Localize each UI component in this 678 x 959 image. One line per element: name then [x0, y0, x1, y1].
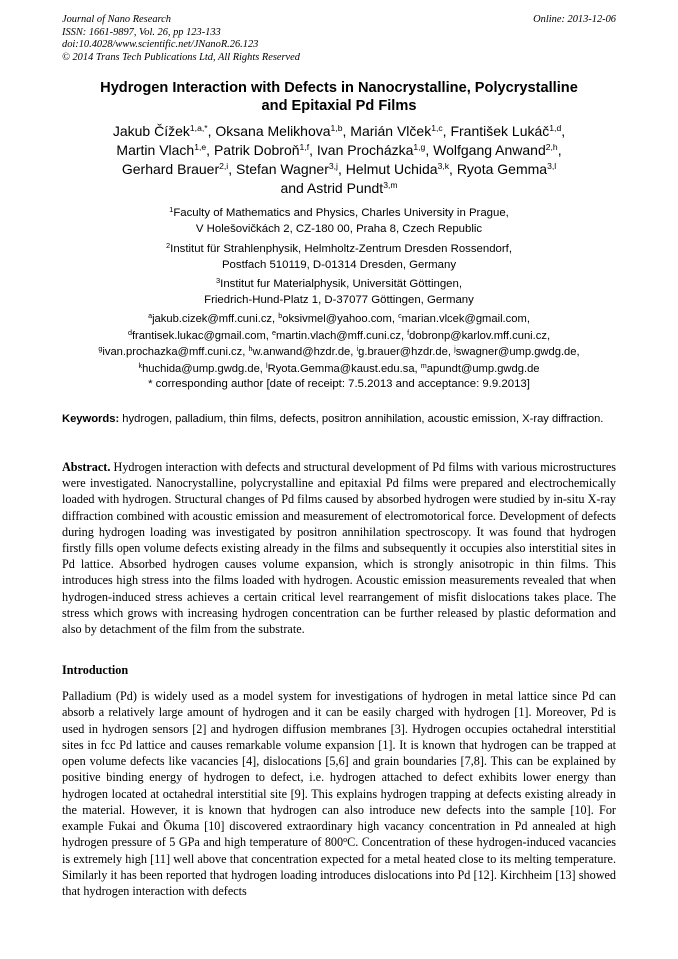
keywords-label: Keywords:	[62, 413, 120, 425]
author-name: Patrik Dobroň	[213, 142, 300, 158]
introduction-text-cont: C. Concentration of these hydrogen-induced vacancies is extremely high [11] well above that concentration expected for a metal heated close to its melting temperature. Similarly it has been reported that hydrogen loading introduces dislocations into Pd [12]. Kirchheim [13] showed that hydrogen interaction with defects	[62, 835, 616, 898]
journal-doi: doi:10.4028/www.scientific.net/JNanoR.26.123	[62, 39, 259, 51]
author-name: Oksana Melikhova	[215, 123, 331, 139]
email-sup: f	[407, 327, 410, 337]
author-sep: ,	[206, 142, 214, 158]
online-date: Online: 2013-12-06	[533, 14, 616, 25]
email-sup: a	[148, 311, 153, 320]
introduction-body	[62, 688, 616, 899]
email-sep: ,	[242, 346, 249, 358]
introduction-heading: Introduction	[62, 663, 129, 677]
journal-name: Journal of Nano Research	[62, 14, 171, 25]
title-line-2: and Epitaxial Pd Films	[261, 98, 417, 114]
author-sep: ,	[442, 123, 451, 139]
email-sup: h	[248, 344, 253, 353]
affiliation-line: Institut für Strahlenphysik, Helmholtz-Zentrum Dresden Rossendorf,	[170, 243, 513, 255]
author-name: Martin Vlach	[116, 142, 195, 158]
corresponding-author-note: * corresponding author [date of receipt: 7.5.2013 and acceptance: 9.9.2013]	[148, 378, 530, 390]
email-address[interactable]: apundt@ump.gwdg.de	[426, 362, 540, 375]
author-name: Ivan Procházka	[316, 142, 414, 158]
author-sup: 1,f	[299, 142, 310, 152]
email-address[interactable]: dobronp@karlov.mff.cuni.cz	[409, 329, 547, 342]
degree-sup: o	[343, 835, 348, 845]
author-sep: ,	[425, 142, 434, 158]
email-sup: l	[266, 360, 268, 370]
email-sep: ,	[414, 362, 421, 375]
email-address[interactable]: marian.vlcek@gmail.com	[401, 313, 527, 325]
author-sup: 1,c	[431, 123, 443, 133]
author-name: Jakub Čížek	[112, 123, 190, 139]
affiliation-line: Postfach 510119, D-01314 Dresden, Germany	[221, 259, 457, 271]
author-sup: 3,j	[328, 161, 338, 171]
author-sup: 1,a,*	[189, 123, 208, 133]
email-sep: ,	[400, 329, 408, 342]
affiliation-line: Faculty of Mathematics and Physics, Charles University in Prague,	[173, 207, 509, 219]
abstract-text: Hydrogen interaction with defects and structural development of Pd films with various microstructures were investigated. Nanocrystalline, polycrystalline and epitaxial Pd films were prepared and electrochemically loaded with hydrogen. Structural changes of Pd films caused by absorbed hydrogen were studied by in-situ X-ray diffraction combined with acoustic emission and measurement of electromotorical force. Development of defects during hydrogen loading was investigated by positron annihilation spectroscopy. It was found that hydrogen firstly fills open volume defects existing already in the films and subsequently it occupies also interstitial sites in Pd lattice. Absorbed hydrogen causes volume expansion, which is strongly anisotropic in thin films. This introduces high stress into the films loaded with hydrogen. Acoustic emission measurements revealed that when hydrogen-induced stress achieves a certain critical level rearrangement of misfit dislocations takes place. The stress which grows with increasing hydrogen concentration can be further released by plastic deformation and also by detachment of the film from the substrate.	[62, 460, 616, 637]
author-sup: 3,l	[547, 161, 557, 171]
journal-issn: ISSN: 1661-9897, Vol. 26, pp 123-133	[62, 26, 221, 38]
email-sep: ,	[350, 346, 357, 358]
abstract-label: Abstract.	[62, 460, 111, 474]
author-sup: 1,g	[413, 142, 426, 152]
email-sep: ,	[265, 329, 272, 342]
email-sup: j	[454, 344, 456, 353]
keywords-block	[62, 411, 616, 428]
introduction-text: Palladium (Pd) is widely used as a model system for investigations of hydrogen in metal lattice since Pd can absorb a relatively large amount of hydrogen and it can be easily charged with hydrogen [1]. Moreover, Pd is used in hydrogen sensors [2] and hydrogen diffusion membranes [3]. Hydrogen occupies octahedral interstitial sites in fcc Pd lattice and causes remarkable volume expansion [1]. It is known that hydrogen can be trapped at open volume defects like vacancies [4], dislocations [5,6] and grain boundaries [7,8]. This can be explained by positive binding energy of hydrogen to defect, i.e. hydrogen attached to defect exhibits lower energy than hydrogen located at octahedral interstitial site [9]. This explains hydrogen trapping at defects existing already in the material. However, it is known that hydrogen can also introduce new defects into the sample [10]. For example Fukai and Ōkuma [10] discovered extraordinary high vacancy concentration in Pd annealed at high hydrogen pressure of 5 GPa and high temperature of 800	[62, 689, 616, 850]
email-sup: b	[278, 311, 283, 320]
author-name: Helmut Uchida	[345, 161, 438, 177]
affiliation-line: Institut fur Materialphysik, Universität Göttingen,	[220, 278, 462, 290]
affiliation-line: Friedrich-Hund-Platz 1, D-37077 Göttingen, Germany	[204, 294, 474, 306]
email-address[interactable]: g.brauer@hzdr.de	[358, 346, 448, 358]
paper-title	[60, 79, 618, 115]
email-sup: k	[138, 360, 143, 370]
author-sep: ,	[207, 123, 216, 139]
author-name: František Lukáč	[450, 123, 550, 139]
author-sep: ,	[557, 142, 562, 158]
email-address[interactable]: Ryota.Gemma@kaust.edu.sa	[267, 362, 415, 375]
author-name: Wolfgang Anwand	[433, 142, 546, 158]
author-sup: 1,e	[194, 142, 207, 152]
author-sup: 3,m	[383, 180, 398, 190]
email-sup: d	[127, 327, 132, 337]
email-sep: ,	[391, 313, 399, 325]
email-sup: i	[356, 344, 359, 353]
author-sup: 3,k	[437, 161, 450, 171]
email-address[interactable]: frantisek.lukac@gmail.com	[131, 329, 266, 342]
email-sup: c	[398, 311, 402, 320]
email-sup: g	[98, 344, 103, 353]
author-sep: ,	[309, 142, 317, 158]
email-sep: ,	[272, 313, 279, 325]
author-sup: 1,b	[330, 123, 343, 133]
author-sup: 2,i	[219, 161, 229, 171]
author-list	[60, 122, 618, 198]
affiliation-sup: 1	[169, 205, 174, 214]
author-sep: ,	[337, 161, 346, 177]
email-sep: ,	[546, 329, 551, 342]
affiliation-2	[60, 241, 618, 273]
keywords-text: hydrogen, palladium, thin films, defects, positron annihilation, acoustic emission, X-ray diffraction.	[119, 413, 604, 425]
email-sup: e	[272, 327, 276, 337]
email-sep: ,	[576, 346, 580, 358]
journal-copyright: © 2014 Trans Tech Publications Ltd, All Rights Reserved	[62, 51, 300, 63]
email-sep: ,	[447, 346, 455, 358]
author-sup: 1,d	[549, 123, 562, 133]
email-sep: ,	[259, 362, 267, 375]
affiliation-sup: 3	[215, 276, 221, 285]
affiliation-line: V Holešovičkách 2, CZ-180 00, Praha 8, Czech Republic	[195, 223, 483, 235]
author-sep: ,	[228, 161, 236, 177]
author-name: Marián Vlček	[350, 123, 432, 139]
abstract-block	[62, 459, 616, 637]
email-list	[60, 311, 618, 377]
affiliation-3	[60, 276, 618, 308]
author-name: Stefan Wagner	[236, 161, 329, 177]
email-address[interactable]: huchida@ump.gwdg.de	[142, 362, 260, 375]
email-address[interactable]: oksivmel@yahoo.com	[282, 313, 392, 325]
email-address[interactable]: ivan.prochazka@mff.cuni.cz	[102, 346, 243, 358]
author-sup: 2,h	[545, 142, 558, 152]
title-line-1: Hydrogen Interaction with Defects in Nanocrystalline, Polycrystalline	[100, 80, 578, 96]
email-address[interactable]: swagner@ump.gwdg.de	[455, 346, 577, 358]
author-sep: ,	[342, 123, 351, 139]
email-address[interactable]: jakub.cizek@mff.cuni.cz	[152, 313, 273, 325]
author-sep: ,	[449, 161, 457, 177]
email-sup: m	[420, 360, 427, 370]
author-name: and Astrid Pundt	[280, 180, 384, 196]
author-name: Ryota Gemma	[456, 161, 548, 177]
email-address[interactable]: martin.vlach@mff.cuni.cz	[276, 329, 401, 342]
journal-header	[62, 14, 300, 64]
email-address[interactable]: w.anwand@hzdr.de	[252, 346, 351, 358]
author-name: Gerhard Brauer	[121, 161, 220, 177]
affiliation-1	[60, 205, 618, 237]
affiliation-sup: 2	[165, 241, 171, 250]
email-sep: ,	[526, 313, 530, 325]
author-sep: ,	[561, 123, 566, 139]
